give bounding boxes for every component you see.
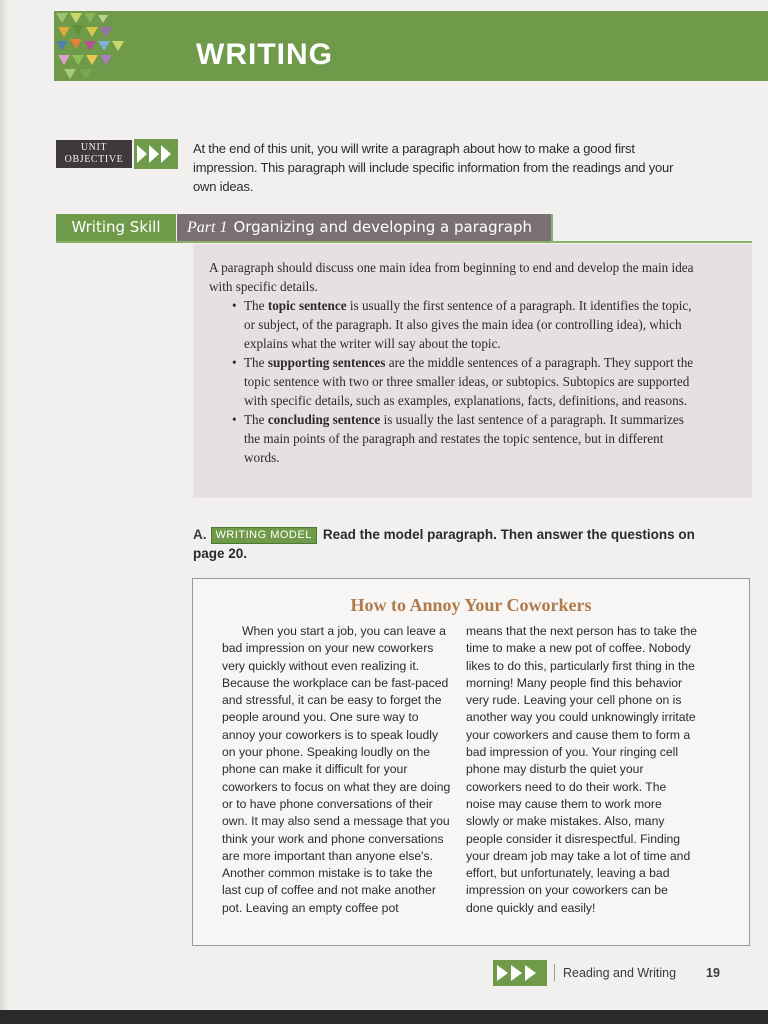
footer-divider [554,964,555,981]
footer-book-label: Reading and Writing [563,966,677,980]
bullet-pre: The [244,355,268,370]
triple-arrow-icon [134,139,178,169]
divider [56,241,752,243]
bullet-pre: The [244,298,268,313]
list-item [244,353,699,410]
activity-a [193,525,713,563]
unit-label-line2: OBJECTIVE [64,154,124,165]
bullet-term: topic sentence [267,298,347,313]
divider [551,214,553,243]
unit-objective-text: At the end of this unit, you will write a paragraph about how to make a good first impression. This paragraph will include specific information from the readings and your own ideas. [193,141,674,194]
bullet-term: supporting sentences [267,355,386,370]
model-text-right-column: means that the next person has to take the time to make a new pot of coffee. Nobody likes to do this, particularly first thing in the morning! Many people find this behavior very rude. Leaving your cell phone on is another way you could unknowingly irritate your coworkers and cause them to form a bad impression of you. Your ringing cell phone may disturb the quiet your coworkers need to do their work. The noise may cause them to work more slowly or make mistakes. Also, many people consider it disrespectful. Finding your dream job may take a lot of time and effort, but unfortunately, leaving a bad impression on your coworkers can be done quickly and easily! [466,624,698,915]
activity-instruction: Read the model paragraph. Then answer the questions on page 20. [193,527,695,561]
skill-content [209,258,699,467]
page-bottom-edge [0,1010,768,1024]
skill-bullet-list [209,296,699,467]
writing-model-tag: WRITING MODEL [211,527,317,544]
writing-skill-label: Writing Skill [56,214,176,241]
list-item [244,296,699,353]
bullet-text: is usually the last sentence of a paragraph. It summarizes the main points of the paragraph and restates the topic sentence, but in different words. [244,412,684,465]
bullet-text: are the middle sentences of a paragraph. They support the topic sentence with two or three smaller ideas, or subtopics. Subtopics are supported with specific details, such as examples, explanations, facts, definitions, and reasons. [244,355,694,408]
model-title: How to Annoy Your Coworkers [350,595,592,615]
header-band [54,11,768,81]
unit-label-line1: UNIT [80,142,108,153]
skill-title: Organizing and developing a paragraph [233,218,533,236]
page-edge [0,0,8,1024]
skill-intro: A paragraph should discuss one main idea from beginning to end and develop the main idea with specific details. [209,260,694,294]
model-text-left-column: When you start a job, you can leave a bad impression on your new coworkers very quickly without even realizing it. Because the workplace can be fast-paced and stressful, it can be easy to forget the people around you. One sure way to annoy your coworkers is to speak loudly on your phone. Speaking loudly on the phone can make it difficult for your coworkers to focus on what they are doing or to have phone conversations of their own. It may also send a message that you think your work and phone conversations are more important than anyone else's. Another common mistake is to take the last cup of coffee and not make another pot. Leaving an empty coffee pot [222,624,451,915]
page-number: 19 [706,966,720,980]
skill-part-label: Part 1 [187,219,228,236]
bullet-pre: The [244,412,268,427]
mosaic-logo-icon [54,11,134,81]
page-title: WRITING [196,38,333,71]
list-item [244,410,699,467]
activity-letter: A. [193,527,207,542]
bullet-term: concluding sentence [267,412,381,427]
unit-objective-label [56,140,132,168]
writing-skill-heading [177,214,552,241]
writing-skill-bar [56,214,552,241]
bullet-text: is usually the first sentence of a paragraph. It identifies the topic, or subject, of the paragraph. It also gives the main idea (or controlling idea), which explains what the writer will say about the topic. [244,298,692,351]
triple-arrow-icon [493,960,547,986]
